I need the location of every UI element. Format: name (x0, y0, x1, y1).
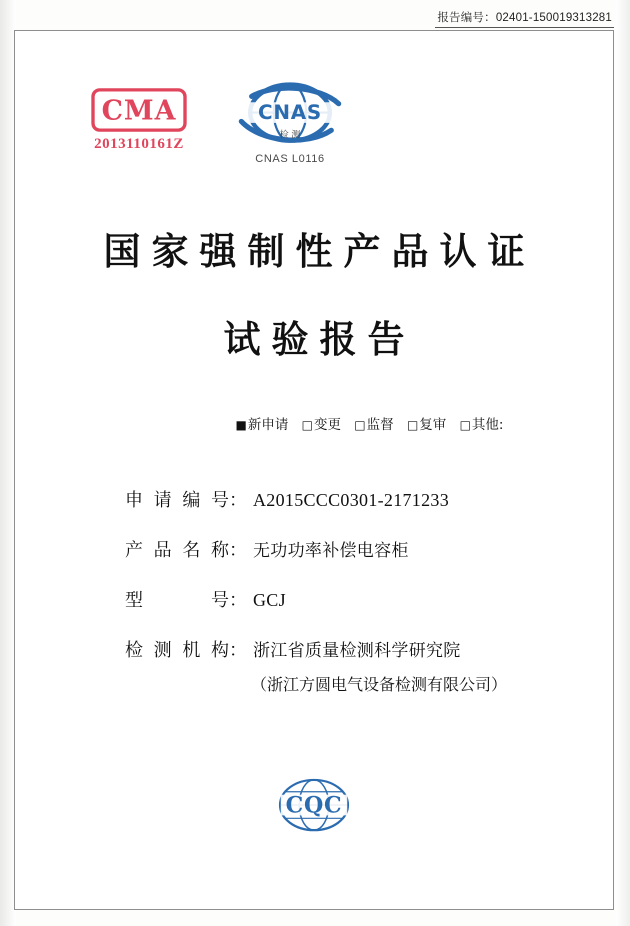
cnas-mark (215, 77, 365, 165)
application-type-option-2[interactable] (354, 413, 393, 433)
field-label: 检测机构 (125, 640, 229, 661)
field-value: GCJ (253, 590, 286, 610)
checkbox-icon[interactable]: □ (301, 418, 313, 432)
field-value: 浙江省质量检测科学研究院 (253, 641, 461, 661)
application-type-label-4: 其他: (471, 417, 504, 433)
cma-certificate-code: 2013110161Z (94, 136, 184, 152)
field-colon: ： (229, 640, 247, 661)
field-colon: ： (229, 490, 247, 511)
field-value: A2015CCC0301-2171233 (253, 490, 450, 510)
scan-edge-shadow-right (616, 0, 630, 926)
cnas-accreditation-number: CNAS L0116 (255, 153, 325, 165)
application-type-option-1[interactable] (302, 413, 341, 433)
testing-organization-subtitle: （浙江方圆电气设备检测有限公司） (251, 675, 508, 694)
accreditation-marks (15, 77, 613, 187)
summary-fields (125, 486, 585, 719)
report-number-area (0, 8, 630, 28)
cma-logo-icon (91, 87, 187, 133)
application-type-label-3: 复审 (419, 417, 447, 433)
report-number (435, 9, 614, 28)
svg-text:CQC: CQC (285, 792, 343, 819)
field-product-name (125, 536, 585, 562)
application-type-label-2: 监督 (366, 417, 394, 433)
svg-text:CMA: CMA (101, 95, 177, 127)
cqc-logo-icon (266, 771, 362, 845)
page-title-line1: 国家强制性产品认证 (103, 229, 536, 273)
application-type-label-0: 新申请 (247, 417, 289, 433)
checkbox-icon[interactable]: □ (354, 418, 366, 432)
svg-text:CNAS: CNAS (258, 101, 322, 125)
field-model (125, 586, 585, 612)
field-label: 型 号 (125, 590, 229, 611)
application-type-label-1: 变更 (314, 417, 341, 433)
application-type-option-3[interactable] (407, 413, 446, 433)
field-value: 无功功率补偿电容柜 (253, 541, 409, 561)
field-label: 申请编号 (125, 490, 229, 511)
application-type-option-0[interactable] (236, 413, 289, 433)
checkbox-icon[interactable]: ■ (235, 418, 247, 432)
field-testing-organization (125, 636, 585, 662)
cma-mark (69, 87, 209, 153)
field-colon: ： (229, 540, 247, 561)
cnas-logo-icon (231, 77, 349, 157)
checkbox-icon[interactable]: □ (459, 418, 471, 432)
cqc-seal (15, 771, 613, 845)
field-label: 产品名称 (125, 540, 229, 561)
application-type-option-4[interactable] (460, 413, 504, 433)
page-title-line2: 试验报告 (223, 317, 416, 361)
application-type-row (15, 413, 613, 433)
report-number-value: 02401-150019313281 (495, 12, 612, 24)
field-colon: ： (229, 590, 247, 611)
checkbox-icon[interactable]: □ (406, 418, 419, 432)
field-application-number (125, 486, 585, 512)
document-frame (14, 30, 614, 910)
report-number-label: 报告编号： (437, 12, 496, 24)
svg-text:检 测: 检 测 (279, 130, 301, 141)
